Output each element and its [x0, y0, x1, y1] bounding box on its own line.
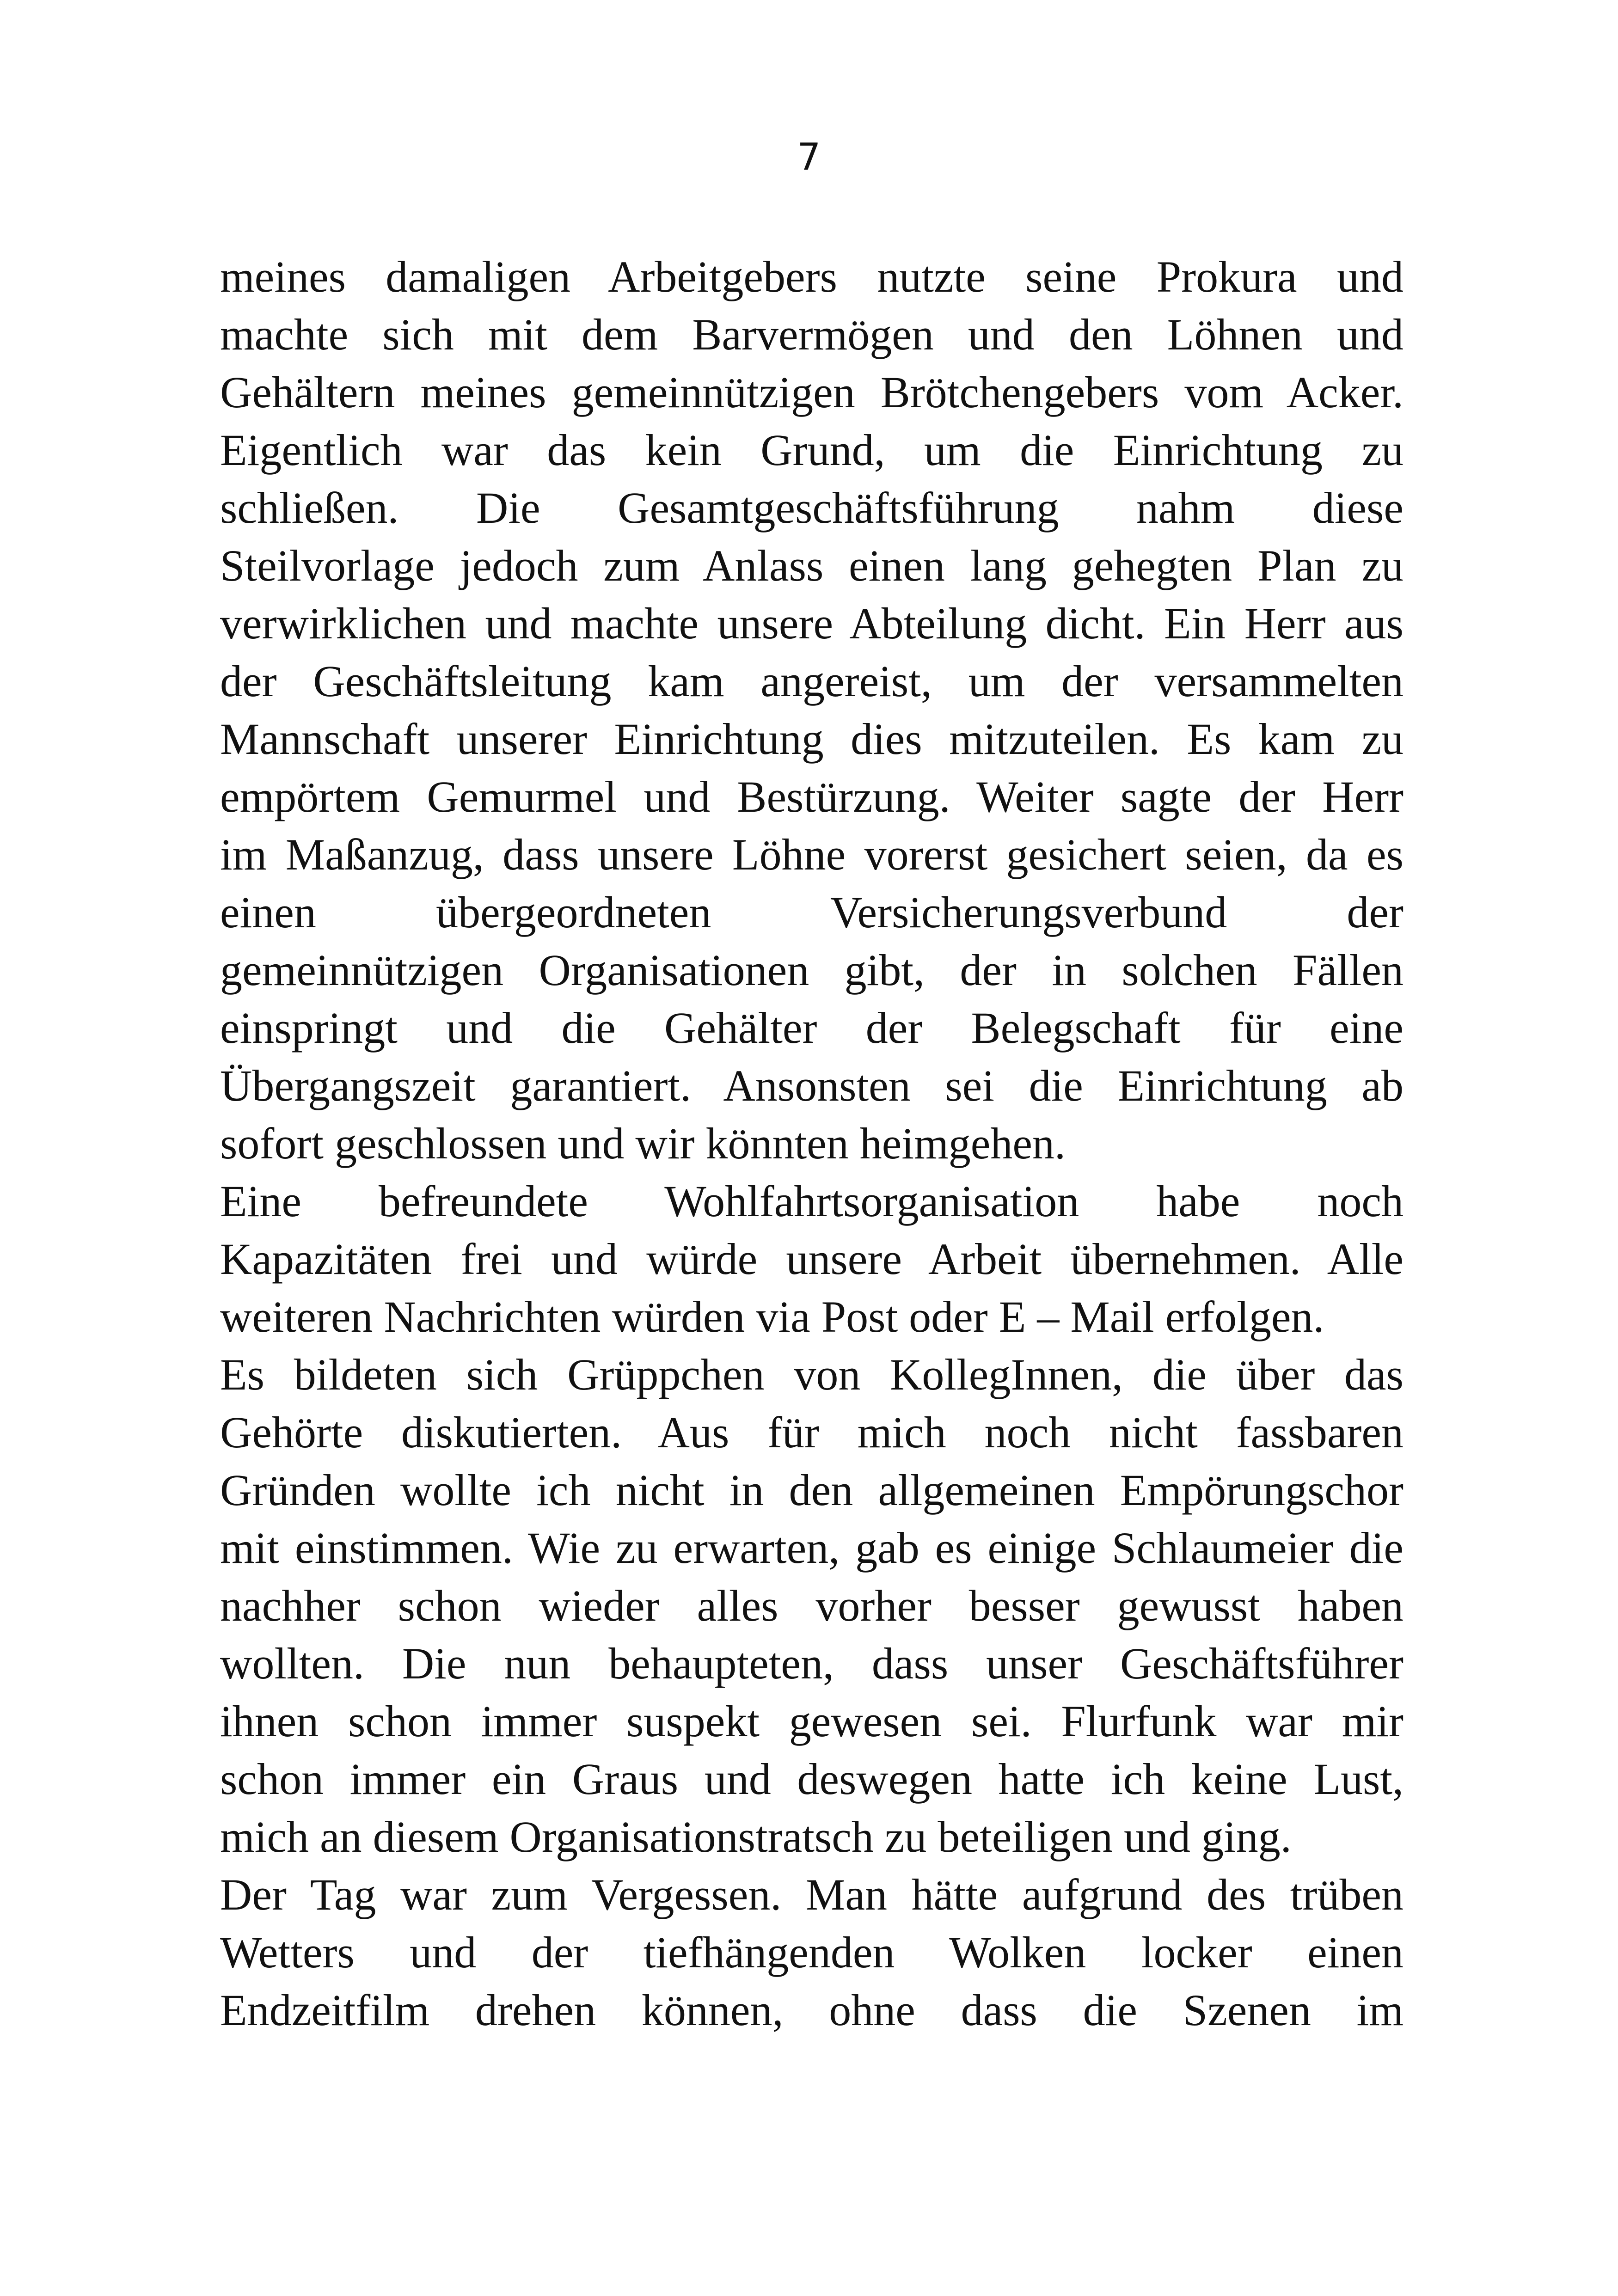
text-line: Es bildeten sich Grüppchen von KollegInnen, die über das: [220, 1350, 1403, 1399]
text-line: Der Tag war zum Vergessen. Man hätte aufgrund des trüben: [220, 1870, 1403, 1919]
text-line: sofort geschlossen und wir könnten heimgehen.: [220, 1119, 1066, 1168]
page-number: 7: [797, 135, 821, 178]
text-line: weiteren Nachrichten würden via Post oder E – Mail erfolgen.: [220, 1292, 1324, 1341]
text-line: Eine befreundete Wohlfahrtsorganisation habe noch: [220, 1176, 1403, 1226]
text-line: Eigentlich war das kein Grund, um die Einrichtung zu: [220, 425, 1403, 475]
text-line: ihnen schon immer suspekt gewesen sei. Flurfunk war mir: [220, 1696, 1403, 1746]
text-line: gemeinnützigen Organisationen gibt, der in solchen Fällen: [220, 945, 1403, 995]
text-line: Übergangszeit garantiert. Ansonsten sei die Einrichtung ab: [220, 1061, 1403, 1110]
text-line: Wetters und der tiefhängenden Wolken locker einen: [220, 1928, 1403, 1977]
body-text: [220, 248, 1403, 2039]
text-line: Gehältern meines gemeinnützigen Brötchengebers vom Acker.: [220, 367, 1403, 417]
text-line: nachher schon wieder alles vorher besser gewusst haben: [220, 1581, 1403, 1630]
text-line: mich an diesem Organisationstratsch zu beteiligen und ging.: [220, 1812, 1292, 1861]
text-line: Mannschaft unserer Einrichtung dies mitzuteilen. Es kam zu: [220, 714, 1403, 764]
text-line: meines damaligen Arbeitgebers nutzte seine Prokura und: [220, 252, 1403, 301]
text-line: Steilvorlage jedoch zum Anlass einen lang gehegten Plan zu: [220, 541, 1403, 590]
text-line: schließen. Die Gesamtgeschäftsführung nahm diese: [220, 483, 1403, 533]
text-line: schon immer ein Graus und deswegen hatte ich keine Lust,: [220, 1754, 1403, 1804]
text-line: einen übergeordneten Versicherungsverbund der: [220, 888, 1403, 937]
text-line: Kapazitäten frei und würde unsere Arbeit übernehmen. Alle: [220, 1234, 1403, 1284]
text-line: wollten. Die nun behaupteten, dass unser Geschäftsführer: [220, 1639, 1403, 1688]
text-line: Endzeitfilm drehen können, ohne dass die Szenen im: [220, 1985, 1403, 2035]
text-line: empörtem Gemurmel und Bestürzung. Weiter sagte der Herr: [220, 772, 1403, 821]
text-line: mit einstimmen. Wie zu erwarten, gab es einige Schlaumeier die: [220, 1523, 1403, 1573]
text-line: im Maßanzug, dass unsere Löhne vorerst gesichert seien, da es: [220, 830, 1403, 879]
text-line: der Geschäftsleitung kam angereist, um der versammelten: [220, 656, 1403, 706]
text-line: Gründen wollte ich nicht in den allgemeinen Empörungschor: [220, 1465, 1403, 1515]
text-line: einspringt und die Gehälter der Belegschaft für eine: [220, 1003, 1403, 1053]
text-line: machte sich mit dem Barvermögen und den Löhnen und: [220, 310, 1403, 359]
text-line: verwirklichen und machte unsere Abteilung dicht. Ein Herr aus: [220, 599, 1403, 648]
text-line: Gehörte diskutierten. Aus für mich noch nicht fassbaren: [220, 1408, 1403, 1457]
